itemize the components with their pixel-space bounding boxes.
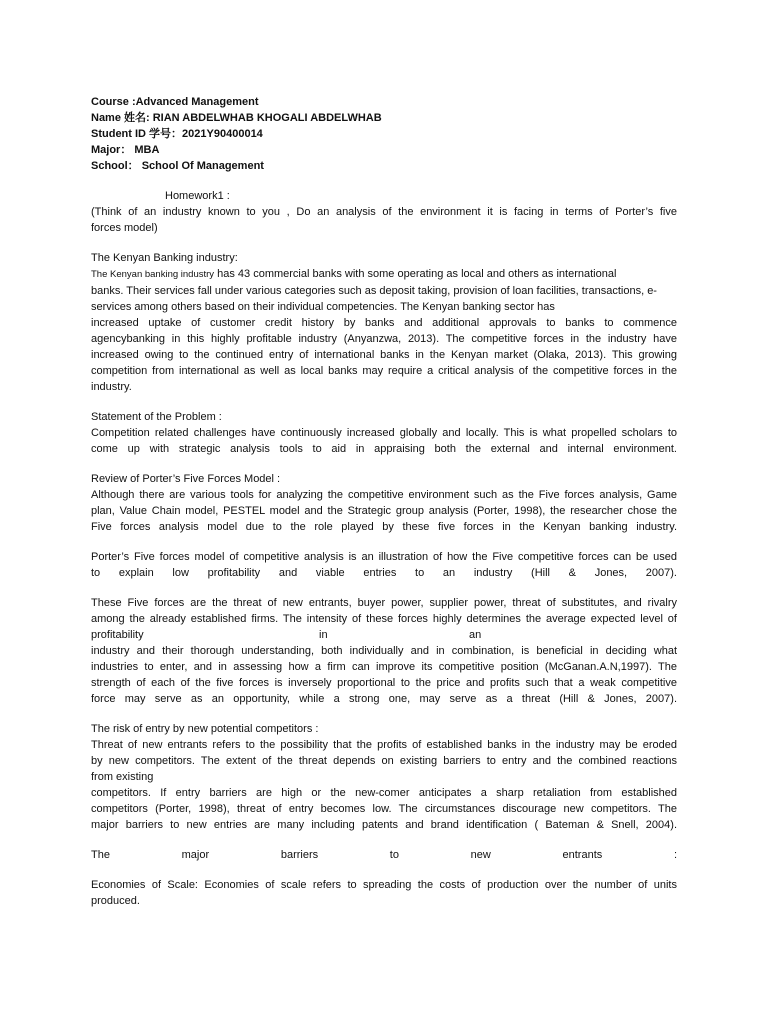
paragraph-line: competition from international as well as local banks may require a critical analysis of the competitive forces in the — [91, 365, 677, 377]
paragraph-line: come up with strategic analysis tools to aid in appraising both the external and internal environment. — [91, 443, 677, 455]
word: : — [673, 849, 677, 861]
paragraph-line: These Five forces are the threat of new entrants, buyer power, supplier power, threat of substitutes, and rivalry — [91, 597, 677, 609]
paragraph-line: industries to enter, and in assessing how a firm can improve its competitive position (McGanan.A.N,1997). The — [91, 661, 677, 673]
word: an — [469, 629, 482, 641]
paragraph-line: Economies of Scale: Economies of scale refers to spreading the costs of production over the number of units — [91, 879, 677, 891]
word: profitability — [91, 629, 144, 641]
paragraph-line: competitors. If entry barriers are high or the new-comer anticipates a sharp retaliation from established — [91, 787, 677, 799]
student-id-line: Student ID 学号：2021Y90400014 — [91, 128, 263, 140]
paragraph-line: strength of each of the five forces is inversely proportional to the price and profits such that a weak competitive — [91, 677, 677, 689]
section-heading-porter-review: Review of Porter’s Five Forces Model : — [91, 473, 281, 485]
paragraph-line: industry and their thorough understanding, both individually and in combination, is beneficial in deciding what — [91, 645, 677, 657]
word: entrants — [562, 849, 603, 861]
document-page — [91, 94, 677, 909]
word: The — [91, 849, 110, 861]
paragraph-line: agencybanking in this highly profitable industry (Anyanzwa, 2013). The competitive forces in the industry have — [91, 333, 677, 345]
paragraph-line: by new competitors. The extent of the threat depends on existing barriers to entry and the combined reactions — [91, 755, 677, 767]
paragraph-line: Although there are various tools for analyzing the competitive environment such as the Five forces analysis, Game — [91, 489, 677, 501]
name-line: Name 姓名: RIAN ABDELWHAB KHOGALI ABDELWHAB — [91, 112, 382, 124]
paragraph-line: increased owing to the continued entry of international banks in the Kenyan market (Olaka, 2013). This growing — [91, 349, 677, 361]
paragraph-line — [91, 627, 677, 643]
student-info — [91, 94, 677, 174]
homework-prompt-line: forces model) — [91, 222, 158, 234]
paragraph-line — [91, 266, 677, 283]
word: to — [389, 849, 399, 861]
paragraph-line: banks. Their services fall under various categories such as deposit taking, provision of loan facilities, transactions, e- — [91, 285, 657, 297]
word: barriers — [280, 849, 319, 861]
paragraph-line: increased uptake of customer credit history by banks and additional approvals to banks to commence — [91, 317, 677, 329]
section-heading-problem-statement: Statement of the Problem : — [91, 411, 222, 423]
word: new — [470, 849, 491, 861]
word: in — [319, 629, 328, 641]
paragraph-line: force may serve as an opportunity, while a strong one, may serve as a threat (Hill & Jones, 2007). — [91, 693, 677, 705]
paragraph-line: among the already established firms. The intensity of these forces highly determines the average expected level of — [91, 613, 677, 625]
school-line: School： School Of Management — [91, 160, 264, 172]
paragraph-line: Five forces analysis model due to the role played by these five forces in the Kenyan banking industry. — [91, 521, 677, 533]
course-line: Course :Advanced Management — [91, 96, 259, 108]
paragraph-line: Competition related challenges have continuously increased globally and locally. This is what propelled scholars to — [91, 427, 677, 439]
homework-prompt-line: (Think of an industry known to you , Do an analysis of the environment it is facing in terms of Porter’s five — [91, 206, 677, 218]
paragraph-line: from existing — [91, 771, 154, 783]
paragraph-line: Threat of new entrants refers to the possibility that the profits of established banks in the industry may be eroded — [91, 739, 677, 751]
paragraph-line: industry. — [91, 381, 132, 393]
paragraph-line: to explain low profitability and viable entries to an industry (Hill & Jones, 2007). — [91, 567, 677, 579]
paragraph-line: plan, Value Chain model, PESTEL model and the Strategic group analysis (Porter, 1998), the researcher chose the — [91, 505, 677, 517]
paragraph-line: services among others based on their individual competencies. The Kenyan banking sector has — [91, 301, 555, 313]
paragraph-line: competitors (Porter, 1998), threat of entry becomes low. The circumstances discourage new competitors. The — [91, 803, 677, 815]
inline-text: has 43 commercial banks with some operating as local and others as international — [214, 268, 617, 280]
paragraph-line: Porter’s Five forces model of competitive analysis is an illustration of how the Five competitive forces can be used — [91, 551, 677, 563]
section-heading-kenyan-banking: The Kenyan Banking industry: — [91, 252, 238, 264]
inline-small-text: The Kenyan banking industry — [91, 269, 215, 280]
word: major — [181, 849, 210, 861]
major-line: Major： MBA — [91, 144, 160, 156]
homework-title: Homework1 : — [165, 190, 230, 202]
paragraph-line: produced. — [91, 895, 140, 907]
barriers-heading-line — [91, 847, 677, 863]
section-heading-risk-of-entry: The risk of entry by new potential competitors : — [91, 723, 319, 735]
paragraph-line: major barriers to new entries are many including patents and brand identification ( Bateman & Snell, 2004). — [91, 819, 677, 831]
